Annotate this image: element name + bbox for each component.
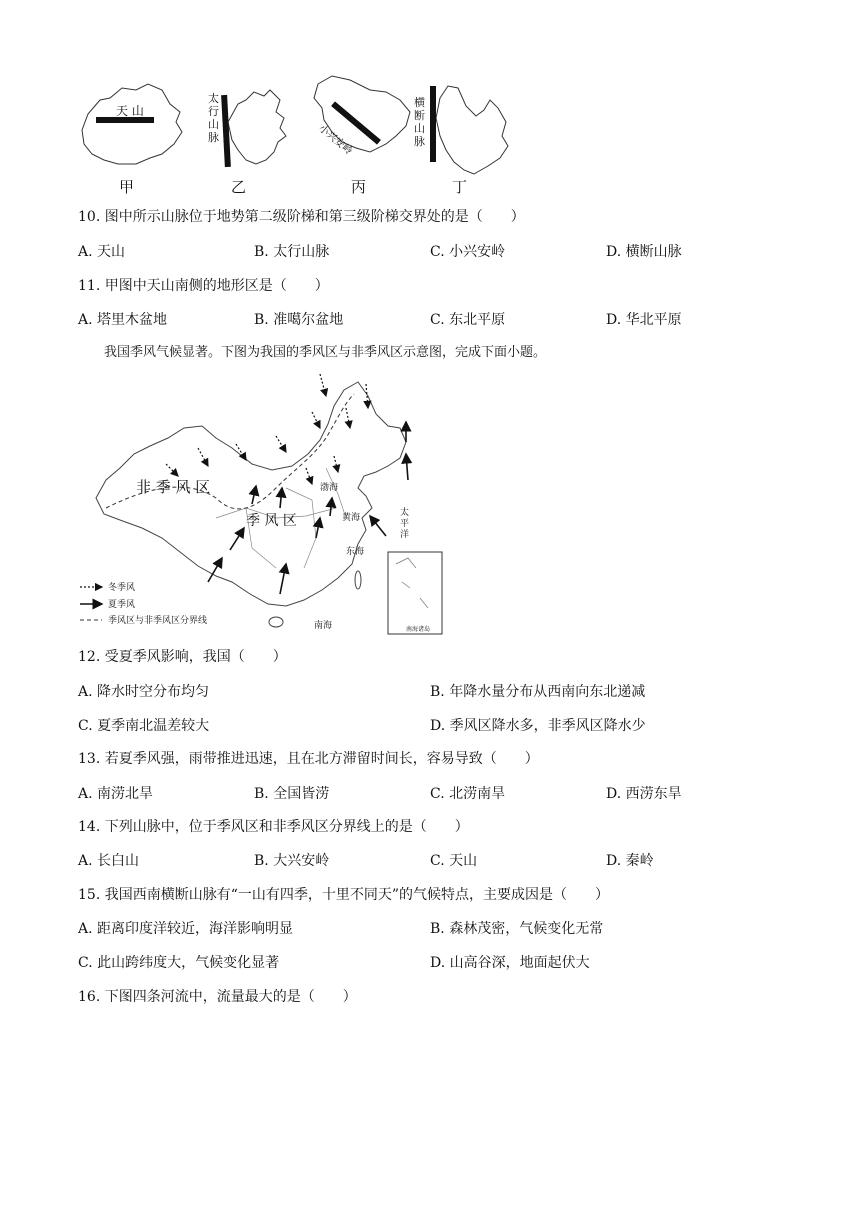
map-ding-outline	[436, 86, 508, 174]
question-13-option-a[interactable]: A. 南涝北旱	[78, 786, 154, 802]
question-15-option-c[interactable]: C. 此山跨纬度大，气候变化显著	[78, 955, 280, 971]
map-yi-outline	[228, 90, 286, 164]
winter-monsoon-arrows	[166, 374, 368, 484]
map-yi-range-bar	[221, 95, 231, 167]
question-16-stem: 16. 下图四条河流中，流量最大的是（ ）	[78, 989, 357, 1005]
map-caption-bing: 丙	[351, 178, 367, 196]
question-15-stem: 15. 我国西南横断山脉有“一山有四季，十里不同天”的气候特点，主要成因是（ ）	[78, 887, 610, 903]
question-14-option-c[interactable]: C. 天山	[430, 853, 478, 869]
label-non-monsoon: 非 季 风 区	[136, 478, 211, 496]
legend-symbols	[80, 587, 102, 620]
question-12-option-c[interactable]: C. 夏季南北温差较大	[78, 718, 210, 734]
south-sea-inset-box	[388, 552, 442, 634]
legend-winter-monsoon: 冬季风	[108, 583, 136, 593]
question-11-stem: 11. 甲图中天山南侧的地形区是（ ）	[78, 278, 329, 294]
question-10-option-b[interactable]: B. 太行山脉	[254, 244, 330, 260]
intro-paragraph: 我国季风气候显著。下图为我国的季风区与非季风区示意图，完成下面小题。	[104, 345, 547, 360]
question-12-option-a[interactable]: A. 降水时空分布均匀	[78, 684, 210, 700]
label-monsoon: 季 风 区	[246, 513, 297, 529]
label-bohai: 渤海	[320, 483, 339, 493]
question-14-stem: 14. 下列山脉中，位于季风区和非季风区分界线上的是（ ）	[78, 819, 469, 835]
question-15-option-b[interactable]: B. 森林茂密，气候变化无常	[430, 921, 604, 937]
question-14-option-a[interactable]: A. 长白山	[78, 853, 140, 869]
map-bing-range-label: 小兴安岭	[316, 123, 355, 158]
question-10-option-a[interactable]: A. 天山	[78, 244, 126, 260]
question-10-stem: 10. 图中所示山脉位于地势第二级阶梯和第三级阶梯交界处的是（ ）	[78, 209, 525, 225]
legend-summer-monsoon: 夏季风	[108, 600, 136, 610]
label-yellow-sea: 黄海	[342, 513, 361, 523]
question-13-stem: 13. 若夏季风强，雨带推进迅速，且在北方滞留时间长，容易导致（ ）	[78, 751, 539, 767]
label-pacific: 太平洋	[400, 508, 410, 540]
map-caption-ding: 丁	[452, 178, 468, 196]
map-caption-jia: 甲	[119, 178, 135, 196]
map-jia-outline	[82, 84, 182, 164]
label-south-sea: 南海	[314, 621, 333, 631]
label-inset: 南海诸岛	[406, 626, 431, 633]
question-14-option-d[interactable]: D. 秦岭	[606, 853, 654, 869]
map-ding-range-bar	[430, 86, 436, 162]
question-13-option-b[interactable]: B. 全国皆涝	[254, 786, 330, 802]
question-12-stem: 12. 受夏季风影响，我国（ ）	[78, 649, 287, 665]
question-12-option-d[interactable]: D. 季风区降水多，非季风区降水少	[430, 718, 646, 734]
question-11-option-b[interactable]: B. 准噶尔盆地	[254, 312, 344, 328]
map-yi-range-label: 太行山脉	[208, 92, 219, 144]
map-caption-yi: 乙	[231, 178, 247, 196]
question-15-option-a[interactable]: A. 距离印度洋较近，海洋影响明显	[78, 921, 294, 937]
question-10-option-c[interactable]: C. 小兴安岭	[430, 244, 506, 260]
map-jia-range-label: 天 山	[116, 104, 144, 118]
question-15-option-d[interactable]: D. 山高谷深，地面起伏大	[430, 955, 590, 971]
map-ding-range-label: 横断山脉	[414, 96, 425, 148]
figure-monsoon-map	[76, 368, 456, 638]
question-10-option-d[interactable]: D. 横断山脉	[606, 244, 682, 260]
question-11-option-d[interactable]: D. 华北平原	[606, 312, 682, 328]
question-13-option-c[interactable]: C. 北涝南旱	[430, 786, 506, 802]
label-east-sea: 东海	[346, 547, 365, 557]
question-11-option-a[interactable]: A. 塔里木盆地	[78, 312, 168, 328]
question-11-option-c[interactable]: C. 东北平原	[430, 312, 506, 328]
question-13-option-d[interactable]: D. 西涝东旱	[606, 786, 682, 802]
question-12-option-b[interactable]: B. 年降水量分布从西南向东北递减	[430, 684, 646, 700]
legend-boundary: 季风区与非季风区分界线	[108, 616, 208, 626]
question-14-option-b[interactable]: B. 大兴安岭	[254, 853, 330, 869]
